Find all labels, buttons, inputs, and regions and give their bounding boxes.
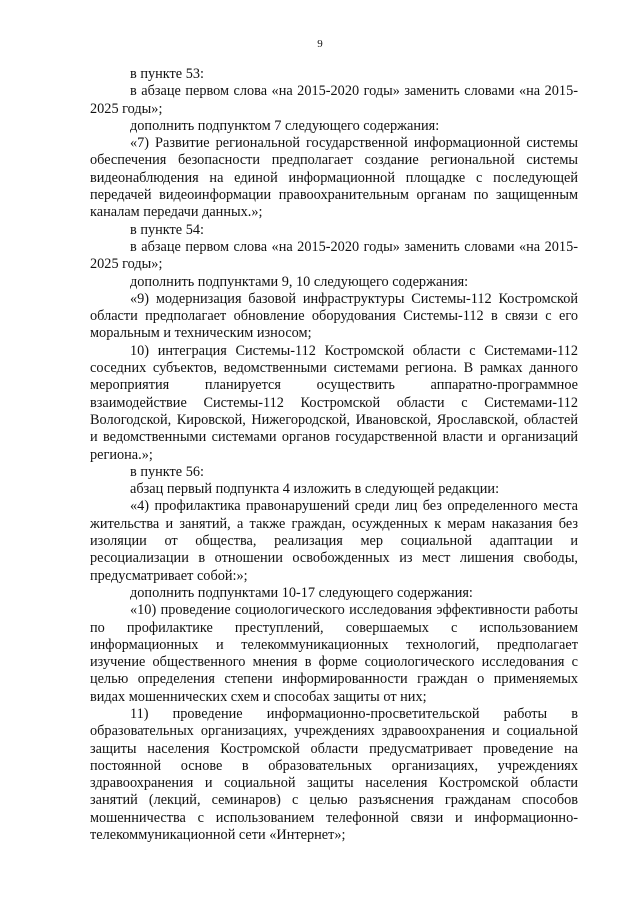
- paragraph: в абзаце первом слова «на 2015-2020 годы» заменить словами «на 2015-2025 годы»;: [90, 83, 578, 117]
- paragraph: в пункте 54:: [130, 221, 204, 238]
- document-body: [90, 66, 578, 844]
- paragraph: абзац первый подпункта 4 изложить в следующей редакции:: [130, 481, 500, 498]
- paragraph: 11) проведение информационно-просветительской работы в образовательных организациях, учреждениях здравоохранения и социальной защиты населения Костромской области предусматривает проведение на постоянной основе в образовательных организациях, учреждениях здравоохранения и социальной защиты населения Костромской области занятий (лекций, семинаров) с целью разъяснения гражданам способов мошенничества с использованием телефонной связи и информационно-телекоммуникационной сети «Интернет»;: [90, 705, 578, 844]
- paragraph: дополнить подпунктом 7 следующего содержания:: [130, 117, 440, 134]
- paragraph: «9) модернизация базовой инфраструктуры Системы-112 Костромской области предполагает обновление оборудования Системы-112 в связи с его моральным и техническим износом;: [90, 290, 578, 342]
- paragraph: в абзаце первом слова «на 2015-2020 годы» заменить словами «на 2015-2025 годы»;: [90, 238, 578, 273]
- paragraph: «7) Развитие региональной государственной информационной системы обеспечения безопасности предполагает создание региональной системы видеонаблюдения на единой информационной площадке с последующей передачей видеоинформации правоохранительным органам по защищенным каналам передачи данных.»;: [90, 135, 578, 221]
- paragraph: «4) профилактика правонарушений среди лиц без определенного места жительства и занятий, а также граждан, осужденных к мерам наказания без изоляции от общества, реализация мер социальной адаптации и ресоциализации в отношении освобожденных из мест лишения свободы, предусматривает собой:»;: [90, 498, 578, 584]
- paragraph: в пункте 53:: [130, 66, 204, 82]
- paragraph: 10) интеграция Системы-112 Костромской области с Системами-112 соседних субъектов, ведомственными системами региона. В рамках данного мероприятия планируется осуществить аппаратно-программное взаимодействие Системы-112 Костромской области с Системами-112 Вологодской, Кировской, Нижегородской, Ивановской, Ярославской, областей и ведомственными системами органов государственной власти и организаций региона.»;: [90, 342, 578, 463]
- paragraph: дополнить подпунктами 10-17 следующего содержания:: [130, 584, 473, 601]
- page-number: 9: [317, 38, 323, 50]
- paragraph: дополнить подпунктами 9, 10 следующего содержания:: [130, 273, 469, 290]
- paragraph: «10) проведение социологического исследования эффективности работы по профилактике преступлений, совершаемых с использованием информационных и телекоммуникационных технологий, предполагает изучение общественного мнения в форме социологического исследования с целью определения степени информированности граждан о применяемых видах мошеннических схем и способах защиты от них;: [90, 602, 578, 705]
- paragraph: в пункте 56:: [130, 463, 204, 480]
